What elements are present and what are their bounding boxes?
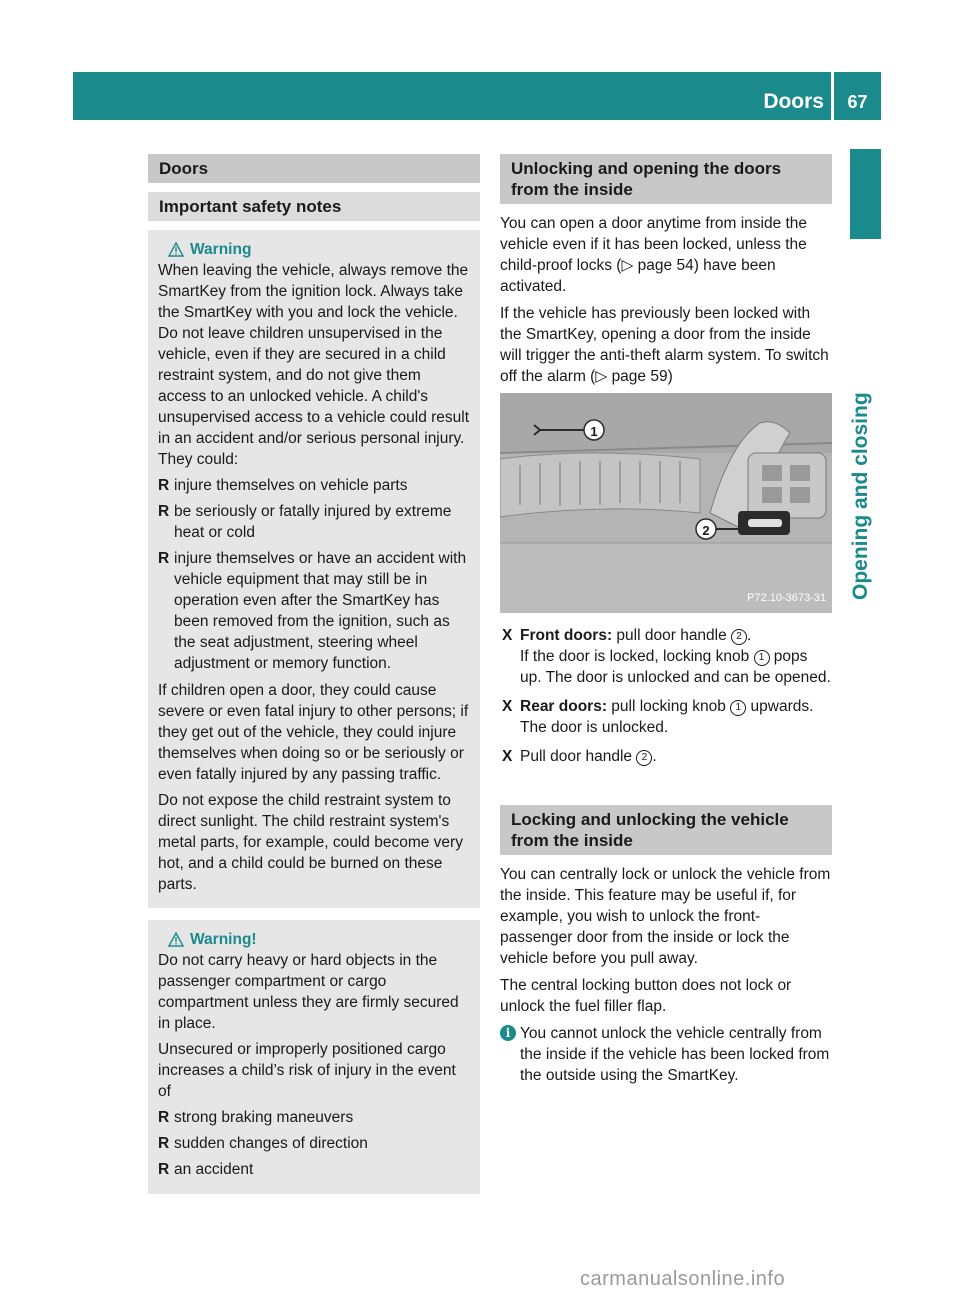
instruction-steps xyxy=(500,625,832,767)
bullet-marker: R xyxy=(158,1161,170,1178)
watermark: carmanualsonline.info xyxy=(580,1268,786,1290)
page-number: 67 xyxy=(847,92,868,112)
step-marker: X xyxy=(502,748,513,765)
list-item xyxy=(158,501,470,543)
list-item-text: an accident xyxy=(174,1161,254,1178)
body-paragraph: The central locking button does not lock or unlock the fuel filler flap. xyxy=(500,977,792,1015)
warning-paragraph: If children open a door, they could cause severe or even fatal injury to other persons; if they get out of the vehicle, they could injure themselves when doing so or be seriously or even fatally injured by any passing traffic. xyxy=(158,682,469,783)
callout-2-label: 2 xyxy=(702,523,710,538)
warning-bullet-list xyxy=(158,475,470,674)
warning-title-1 xyxy=(158,239,470,260)
list-item-text: injure themselves or have an accident with vehicle equipment that may still be in operation even after the SmartKey has been removed from the ignition, such as the seat adjustment, steering wheel adjustment or memory function. xyxy=(174,550,467,672)
step-marker: X xyxy=(502,627,513,644)
figure-code: P72.10-3673-31 xyxy=(747,592,826,604)
warning-paragraph: When leaving the vehicle, always remove the SmartKey from the ignition lock. Always take the SmartKey with you and lock the vehicle. Do not leave children unsupervised in the vehicle, even if they are secured in a child restraint system, and do not give them access to an unlocked vehicle. A child's unsupervised access to a vehicle could result in an accident and/or serious personal injury. They could: xyxy=(158,262,470,468)
bullet-marker: R xyxy=(158,477,170,494)
section-title-unlocking: Unlocking and opening the doors from the inside xyxy=(500,154,832,204)
callout-badge: 1 xyxy=(754,650,770,666)
step-label: Rear doors: xyxy=(520,698,607,715)
list-item-text: sudden changes of direction xyxy=(174,1135,368,1152)
right-column xyxy=(500,154,832,1086)
callout-1-label: 1 xyxy=(590,424,598,439)
list-item xyxy=(158,548,470,674)
list-item xyxy=(158,1107,470,1128)
list-item xyxy=(500,746,832,767)
section-title-doors: Doors xyxy=(148,154,480,183)
bullet-marker: R xyxy=(158,550,170,567)
body-paragraph: You can centrally lock or unlock the vehicle from the inside. This feature may be useful if, for example, you wish to unlock the front-passenger door from the inside or lock the vehicle before you pull away. xyxy=(500,866,831,967)
bullet-marker: R xyxy=(158,503,170,520)
body-paragraph: If the vehicle has previously been locked with the SmartKey, opening a door from the inside will trigger the anti-theft alarm system. To switch off the alarm (▷ page 59) xyxy=(500,305,829,385)
bullet-marker: R xyxy=(158,1109,170,1126)
list-item-text: injure themselves on vehicle parts xyxy=(174,477,408,494)
list-item xyxy=(158,1133,470,1154)
step-text: . xyxy=(747,627,752,644)
list-item xyxy=(500,696,832,738)
step-text: Pull door handle xyxy=(520,748,637,765)
step-text: . xyxy=(652,748,657,765)
warning-paragraph: Do not carry heavy or hard objects in the passenger compartment or cargo compartment unless they are firmly secured in place. xyxy=(158,952,459,1032)
door-panel-illustration xyxy=(500,393,832,613)
info-note xyxy=(500,1023,832,1086)
warning-title-2 xyxy=(158,929,470,950)
warning-paragraph: Unsecured or improperly positioned cargo increases a child’s risk of injury in the event of xyxy=(158,1041,456,1100)
warning-title-text-2: Warning! xyxy=(190,931,257,948)
callout-badge: 2 xyxy=(731,629,747,645)
warning-title-text-1: Warning xyxy=(190,241,252,258)
step-label: Front doors: xyxy=(520,627,613,644)
warning-bullet-list xyxy=(158,1107,470,1180)
step-text: pull door handle xyxy=(612,627,732,644)
section-title-locking: Locking and unlocking the vehicle from the inside xyxy=(500,805,832,855)
left-column xyxy=(148,154,480,1194)
callout-badge: 2 xyxy=(636,750,652,766)
side-chapter-label: Opening and closing xyxy=(849,392,872,600)
warning-box-1 xyxy=(148,230,480,908)
list-item xyxy=(158,1159,470,1180)
step-detail: The door is unlocked. xyxy=(520,719,669,736)
body-paragraph: You can open a door anytime from inside the vehicle even if it has been locked, unless the child-proof locks (▷ page 54) have been activated. xyxy=(500,215,808,295)
list-item xyxy=(158,475,470,496)
warning-box-2 xyxy=(148,920,480,1194)
subsection-title-safety: Important safety notes xyxy=(148,192,480,221)
step-detail: pops up. The door is unlocked and can be opened. xyxy=(520,648,831,686)
list-item xyxy=(500,625,832,688)
warning-paragraph: Do not expose the child restraint system to direct sunlight. The child restraint system's metal parts, for example, could become very hot, and a child could be burned on these parts. xyxy=(158,792,463,893)
warning-triangle-icon xyxy=(168,242,184,257)
header-title: Doors xyxy=(763,90,824,113)
info-icon: i xyxy=(500,1025,516,1041)
list-item-text: be seriously or fatally injured by extreme heat or cold xyxy=(174,503,452,541)
step-text: pull locking knob xyxy=(607,698,731,715)
bullet-marker: R xyxy=(158,1135,170,1152)
list-item-text: strong braking maneuvers xyxy=(174,1109,354,1126)
info-text: You cannot unlock the vehicle centrally from the inside if the vehicle has been locked from the outside using the SmartKey. xyxy=(520,1025,830,1084)
callout-badge: 1 xyxy=(730,700,746,716)
door-panel-figure xyxy=(500,393,832,613)
step-marker: X xyxy=(502,698,513,715)
warning-triangle-icon xyxy=(168,932,184,947)
step-detail: If the door is locked, locking knob xyxy=(520,648,754,665)
step-text: upwards. xyxy=(746,698,814,715)
